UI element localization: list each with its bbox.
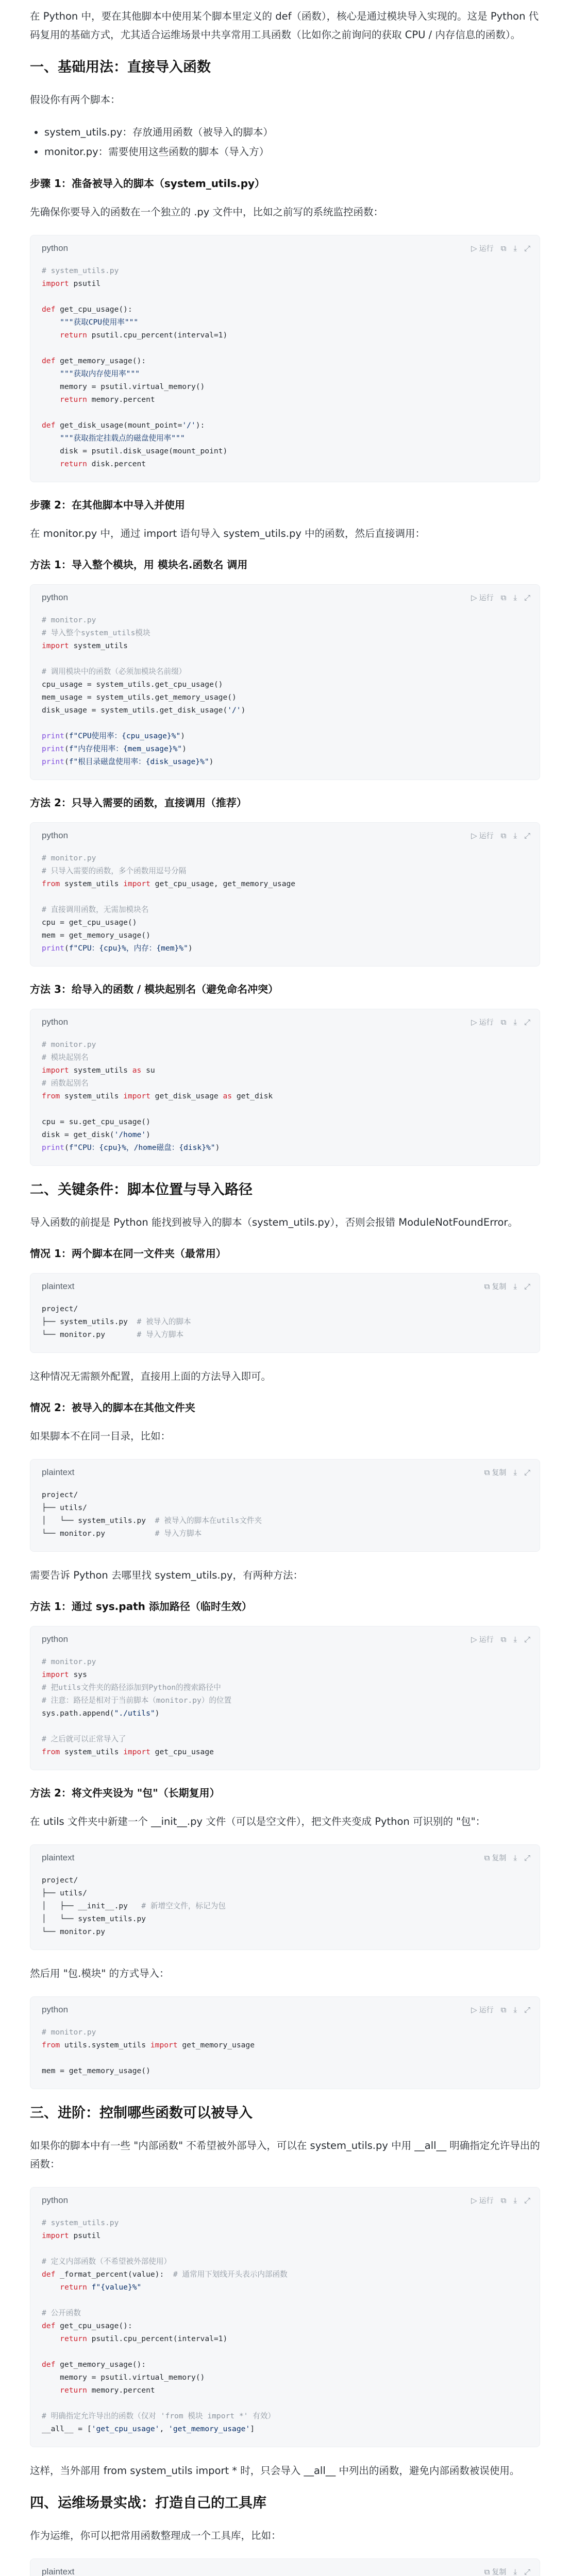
code-content: # monitor.py from utils.system_utils import get_memory_usage mem = get_memory_usage(): [42, 2028, 255, 2075]
section-3-desc: 如果你的脚本中有一些 "内部函数" 不希望被外部导入，可以在 system_utils.py 中用 __all__ 明确指定允许导出的函数：: [30, 2140, 540, 2170]
code-content: project/ ├── utils/ │ └── system_utils.py # 被导入的脚本在utils文件夹 └── monitor.py # 导入方脚本: [42, 1490, 262, 1538]
code-content: # system_utils.py import psutil # 定义内部函数（不希望被外部使用） def _format_percent(value): # 通常用下划线开头表示内部函数 return f"{value}%" # 公开函数 def get_cpu_usage(): return psutil.cpu_percent(interval=1) def get_memory_usage(): memory = psutil.virtual_memory() return memory.percent # 明确指定允许导出的函数（仅对 'from 模块 import *' 有效） __all__ = ['get_cpu_usage', 'get_memory_usage']: [42, 2218, 288, 2433]
code-language: plaintext: [42, 1281, 75, 1291]
way-2-desc: 在 utils 文件夹中新建一个 __init__.py 文件（可以是空文件），把文件夹变成 Python 可识别的 "包"：: [30, 1816, 486, 1827]
code-block: [30, 1273, 540, 1353]
code-header: [30, 585, 540, 611]
case-1-heading: 情况 1：两个脚本在同一文件夹（最常用）: [30, 1247, 226, 1260]
script-list: [30, 123, 540, 162]
download-icon[interactable]: ⤓: [513, 1018, 517, 1027]
code-toolbar: [484, 1853, 530, 1863]
code-header: [30, 1460, 540, 1485]
expand-icon[interactable]: ⤢: [524, 1018, 530, 1027]
copy-button[interactable]: [484, 1467, 507, 1478]
case-1-note: 这种情况无需额外配置，直接用上面的方法导入即可。: [30, 1370, 272, 1382]
copy-icon: ⧉: [484, 2567, 490, 2576]
run-button[interactable]: [471, 2195, 494, 2206]
download-icon[interactable]: ⤓: [513, 1468, 517, 1477]
section-1-lead: 假设你有两个脚本：: [30, 94, 121, 106]
code-toolbar: [484, 1281, 530, 1292]
method-1-heading: 方法 1：导入整个模块，用 模块名.函数名 调用: [30, 558, 248, 571]
play-icon: ▷: [471, 1018, 477, 1027]
step-2-heading: 步骤 2：在其他脚本中导入并使用: [30, 499, 185, 511]
case-2-desc: 如果脚本不在同一目录，比如：: [30, 1430, 171, 1442]
code-content: # monitor.py # 只导入需要的函数，多个函数用逗号分隔 from system_utils import get_cpu_usage, get_memory_usage # 直接调用函数，无需加模块名 cpu = get_cpu_usage() mem = get_memory_usage() print(f"CPU：{cpu}%，内存：{mem}%"): [42, 854, 296, 953]
method-2-heading: 方法 2：只导入需要的函数，直接调用（推荐）: [30, 796, 247, 809]
expand-icon[interactable]: ⤢: [524, 1635, 530, 1644]
code-block: [30, 1459, 540, 1552]
expand-icon[interactable]: ⤢: [524, 244, 530, 253]
code-toolbar: [471, 243, 530, 253]
code-language: python: [42, 1017, 69, 1027]
run-button[interactable]: [471, 1017, 494, 1027]
code-header: [30, 235, 540, 261]
download-icon[interactable]: ⤓: [513, 2196, 517, 2205]
code-block: [30, 1996, 540, 2089]
answer-content: [30, 0, 540, 2576]
step-1-heading: 步骤 1：准备被导入的脚本（system_utils.py）: [30, 177, 265, 190]
copy-label: 复制: [492, 1469, 507, 1477]
code-language: python: [42, 831, 69, 840]
copy-icon: ⧉: [484, 1282, 490, 1291]
way-1-heading: 方法 1：通过 sys.path 添加路径（临时生效）: [30, 1600, 252, 1613]
code-content: # monitor.py # 模块起别名 import system_utils as su # 函数起别名 from system_utils import get_disk_usage as get_disk cpu = su.get_cpu_usage() disk = get_disk('/home') print(f"CPU：{cpu}%，/home磁盘：{disk}%"): [42, 1040, 273, 1152]
copy-icon[interactable]: ⧉: [500, 593, 507, 602]
code-toolbar: [471, 1634, 530, 1645]
method-3-heading: 方法 3：给导入的函数 / 模块起别名（避免命名冲突）: [30, 983, 279, 995]
section-4-desc: 作为运维，你可以把常用函数整理成一个工具库，比如：: [30, 2530, 281, 2541]
code-header: [30, 2188, 540, 2213]
code-header: [30, 1009, 540, 1035]
case-2-note: 需要告诉 Python 去哪里找 system_utils.py，有两种方法：: [30, 1569, 304, 1581]
code-block: [30, 822, 540, 967]
code-toolbar: [484, 2567, 530, 2576]
code-block: [30, 1844, 540, 1950]
code-content: project/ ├── utils/ │ ├── __init__.py # 新增空文件，标记为包 │ └── system_utils.py └── monitor.py: [42, 1876, 226, 1936]
download-icon[interactable]: ⤓: [513, 244, 517, 253]
section-2-desc: 导入函数的前提是 Python 能找到被导入的脚本（system_utils.py），否则会报错 ModuleNotFoundError。: [30, 1216, 518, 1228]
expand-icon[interactable]: ⤢: [524, 2005, 530, 2014]
section-title-3: 三、进阶：控制哪些函数可以被导入: [30, 2105, 253, 2121]
expand-icon[interactable]: ⤢: [524, 1853, 530, 1862]
code-toolbar: [471, 1017, 530, 1027]
play-icon: ▷: [471, 593, 477, 602]
section-title-2: 二、关键条件：脚本位置与导入路径: [30, 1182, 253, 1198]
play-icon: ▷: [471, 831, 477, 840]
expand-icon[interactable]: ⤢: [524, 593, 530, 602]
copy-icon[interactable]: ⧉: [500, 831, 507, 840]
section-title-4: 四、运维场景实战：打造自己的工具库: [30, 2495, 266, 2511]
run-button[interactable]: [471, 243, 494, 253]
code-header: [30, 1997, 540, 2023]
download-icon[interactable]: ⤓: [513, 2567, 517, 2576]
code-toolbar: [471, 2005, 530, 2015]
code-block: [30, 2187, 540, 2447]
case-2-heading: 情况 2：被导入的脚本在其他文件夹: [30, 1401, 195, 1414]
code-header: [30, 1274, 540, 1299]
copy-icon[interactable]: ⧉: [500, 1018, 507, 1027]
list-item: • system_utils.py：存放通用函数（被导入的脚本）: [44, 123, 540, 142]
expand-icon[interactable]: ⤢: [524, 1468, 530, 1477]
code-header: [30, 1845, 540, 1871]
copy-label: 复制: [492, 1854, 507, 1862]
code-header: [30, 823, 540, 849]
code-language: plaintext: [42, 1853, 75, 1862]
code-content: # system_utils.py import psutil def get_cpu_usage(): """获取CPU使用率""" return psutil.cpu_percent(interval=1) def get_memory_usage(): """获取内存使用率""" memory = psutil.virtual_memory() return memory.percent def get_disk_usage(mount_point='/'): """获取指定挂载点的磁盘使用率""" disk = psutil.disk_usage(mount_point) return disk.percent: [42, 266, 228, 468]
way-2-heading: 方法 2：将文件夹设为 "包"（长期复用）: [30, 1787, 220, 1799]
copy-label: 复制: [492, 1283, 507, 1291]
step-2-desc: 在 monitor.py 中，通过 import 语句导入 system_utils.py 中的函数，然后直接调用：: [30, 528, 426, 539]
download-icon[interactable]: ⤓: [513, 2005, 517, 2014]
intro-text: 在 Python 中，要在其他脚本中使用某个脚本里定义的 def（函数），核心是通过模块导入实现的。这是 Python 代码复用的基础方式，尤其适合运维场景中共享常用工具函数（比如你之前询问的获取 CPU / 内存信息的函数）。: [30, 10, 539, 41]
code-language: python: [42, 2005, 69, 2014]
code-content: # monitor.py import sys # 把utils文件夹的路径添加到Python的搜索路径中 # 注意：路径是相对于当前脚本（monitor.py）的位置 sys.path.append("./utils") # 之后就可以正常导入了 from system_utils import get_cpu_usage: [42, 1657, 232, 1756]
run-button[interactable]: [471, 1634, 494, 1645]
run-label: 运行: [479, 245, 494, 253]
copy-icon[interactable]: ⧉: [500, 2196, 507, 2205]
expand-icon[interactable]: ⤢: [524, 2567, 530, 2576]
run-label: 运行: [479, 1636, 494, 1644]
copy-button[interactable]: [484, 2567, 507, 2576]
download-icon[interactable]: ⤓: [513, 831, 517, 840]
copy-label: 复制: [492, 2568, 507, 2576]
code-language: python: [42, 2195, 69, 2205]
code-toolbar: [484, 1467, 530, 1478]
copy-icon: ⧉: [484, 1468, 490, 1477]
run-button[interactable]: [471, 2005, 494, 2015]
play-icon: ▷: [471, 2005, 477, 2014]
run-button[interactable]: [471, 592, 494, 603]
expand-icon[interactable]: ⤢: [524, 1282, 530, 1291]
run-label: 运行: [479, 594, 494, 602]
code-language: python: [42, 243, 69, 253]
download-icon[interactable]: ⤓: [513, 1635, 517, 1644]
download-icon[interactable]: ⤓: [513, 1853, 517, 1862]
copy-icon[interactable]: ⧉: [500, 2005, 507, 2014]
code-toolbar: [471, 592, 530, 603]
code-language: python: [42, 592, 69, 602]
code-content: project/ ├── system_utils.py # 被导入的脚本 └── monitor.py # 导入方脚本: [42, 1304, 191, 1339]
copy-button[interactable]: [484, 1281, 507, 1292]
run-button[interactable]: [471, 831, 494, 841]
code-language: plaintext: [42, 2567, 75, 2576]
download-icon[interactable]: ⤓: [513, 1282, 517, 1291]
code-block: [30, 2558, 540, 2576]
play-icon: ▷: [471, 1635, 477, 1644]
code-block: [30, 584, 540, 780]
run-label: 运行: [479, 832, 494, 840]
play-icon: ▷: [471, 244, 477, 253]
copy-icon[interactable]: ⧉: [500, 1635, 507, 1644]
copy-button[interactable]: [484, 1853, 507, 1863]
code-language: plaintext: [42, 1467, 75, 1477]
step-1-desc: 先确保你要导入的函数在一个独立的 .py 文件中，比如之前写的系统监控函数：: [30, 206, 384, 218]
way-2-note: 然后用 "包.模块" 的方式导入：: [30, 1968, 170, 1979]
download-icon[interactable]: ⤓: [513, 593, 517, 602]
list-item: • monitor.py：需要使用这些函数的脚本（导入方）: [44, 142, 540, 162]
code-header: [30, 1626, 540, 1652]
expand-icon[interactable]: ⤢: [524, 2196, 530, 2205]
code-toolbar: [471, 831, 530, 841]
run-label: 运行: [479, 2006, 494, 2014]
code-toolbar: [471, 2195, 530, 2206]
code-block: [30, 1009, 540, 1166]
section-3-note: 这样，当外部用 from system_utils import * 时，只会导入 __all__ 中列出的函数，避免内部函数被误使用。: [30, 2465, 520, 2477]
code-block: [30, 1626, 540, 1770]
run-label: 运行: [479, 2197, 494, 2205]
code-header: [30, 2559, 540, 2576]
code-block: [30, 235, 540, 482]
section-title-1: 一、基础用法：直接导入函数: [30, 59, 211, 75]
code-language: python: [42, 1634, 69, 1644]
code-content: # monitor.py # 导入整个system_utils模块 import system_utils # 调用模块中的函数（必须加模块名前缀） cpu_usage = system_utils.get_cpu_usage() mem_usage = system_utils.get_memory_usage() disk_usage = system_utils.get_disk_usage('/') print(f"CPU使用率：{cpu_usage}%") print(f"内存使用率：{mem_usage}%") print(f"根目录磁盘使用率：{disk_usage}%"): [42, 616, 246, 766]
copy-icon[interactable]: ⧉: [500, 244, 507, 253]
play-icon: ▷: [471, 2196, 477, 2205]
run-label: 运行: [479, 1019, 494, 1027]
copy-icon: ⧉: [484, 1853, 490, 1862]
expand-icon[interactable]: ⤢: [524, 831, 530, 840]
